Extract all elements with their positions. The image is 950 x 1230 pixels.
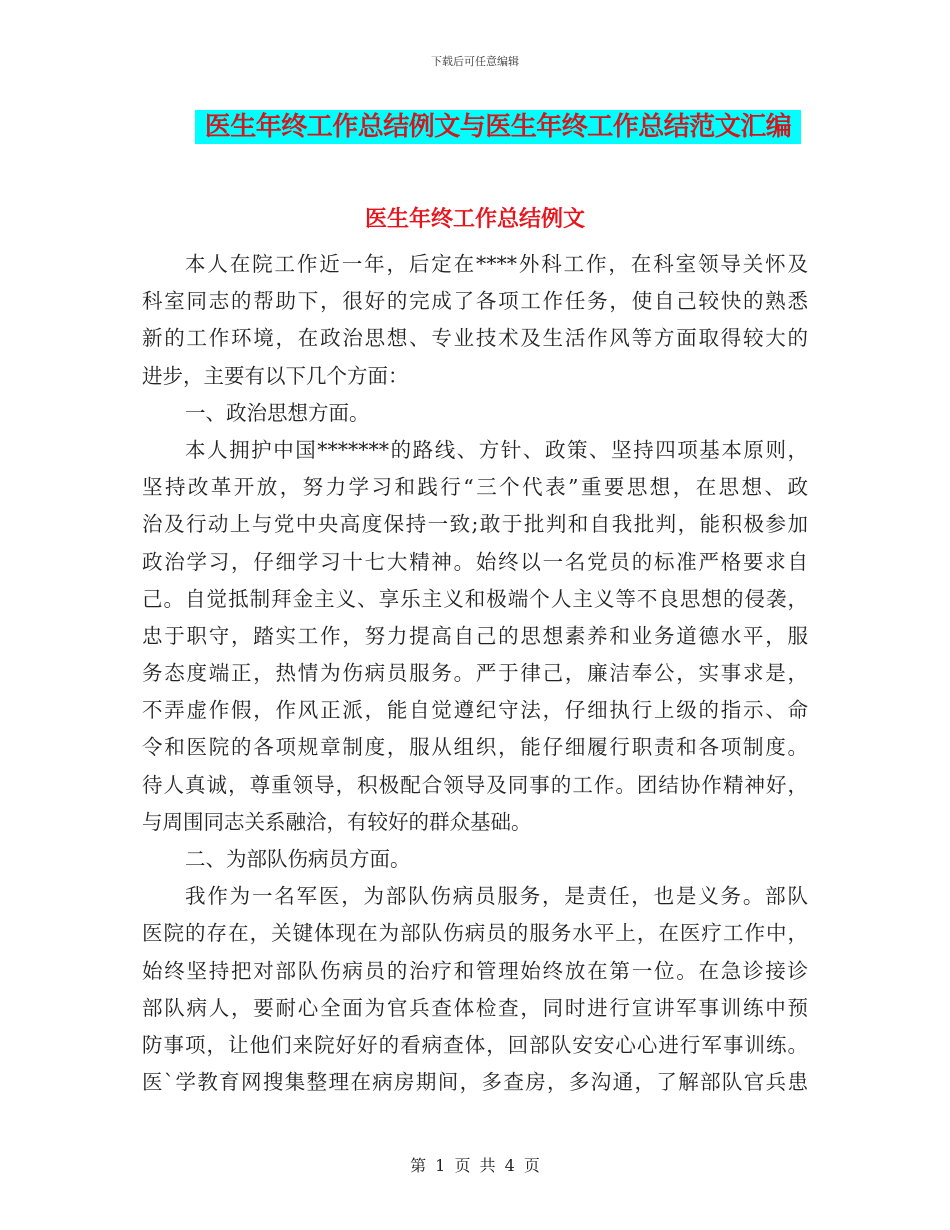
text-line: 二、为部队伤病员方面。 [185,847,411,871]
text-line: 部队病人，要耐心全面为官兵查体检查，同时进行宣讲军事训练中预 [142,995,808,1020]
header-note: 下载后可任意编辑 [431,55,519,68]
page-number: 第 1 页 共 4 页 [410,1156,540,1175]
section-title: 医生年终工作总结例文 [364,206,585,232]
text-line: 不弄虚作假，作风正派，能自觉遵纪守法，仔细执行上级的指示、命 [142,698,808,723]
text-line: 与周围同志关系融洽，有较好的群众基础。 [142,809,532,834]
text-line: 治及行动上与党中央高度保持一致;敢于批判和自我批判，能积极参加 [142,512,808,537]
document-body [142,246,808,1101]
text-line: 己。自觉抵制拜金主义、享乐主义和极端个人主义等不良思想的侵袭， [142,586,808,611]
text-line: 新的工作环境，在政治思想、专业技术及生活作风等方面取得较大的 [142,326,808,351]
text-line: 一、政治思想方面。 [185,400,370,425]
text-line: 忠于职守，踏实工作，努力提高自己的思想素养和业务道德水平，服 [142,623,808,648]
text-line: 待人真诚，尊重领导，积极配合领导及同事的工作。团结协作精神好， [142,772,808,797]
text-line: 进步，主要有以下几个方面： [142,363,409,388]
text-line: 政治学习，仔细学习十七大精神。始终以一名党员的标准严格要求自 [142,549,808,574]
text-line: 医`学教育网搜集整理在病房期间，多查房，多沟通，了解部队官兵患 [142,1070,808,1095]
document-title: 医生年终工作总结例文与医生年终工作总结范文汇编 [195,110,801,144]
text-line: 我作为一名军医，为部队伤病员服务，是责任，也是义务。部队 [185,884,808,909]
text-line: 防事项，让他们来院好好的看病查体，回部队安安心心进行军事训练。 [142,1032,808,1057]
text-line: 令和医院的各项规章制度，服从组织，能仔细履行职责和各项制度。 [142,735,808,760]
text-line: 医院的存在，关键体现在为部队伤病员的服务水平上，在医疗工作中， [142,921,808,946]
text-line: 务态度端正，热情为伤病员服务。严于律己，廉洁奉公，实事求是， [142,661,808,686]
text-line: 坚持改革开放，努力学习和践行“三个代表”重要思想，在思想、政 [142,475,808,500]
text-line: 本人在院工作近一年，后定在****外科工作，在科室领导关怀及 [185,252,808,276]
text-line: 科室同志的帮助下，很好的完成了各项工作任务，使自己较快的熟悉 [142,289,808,314]
text-line: 始终坚持把对部队伤病员的治疗和管理始终放在第一位。在急诊接诊 [142,958,808,983]
text-line: 本人拥护中国*******的路线、方针、政策、坚持四项基本原则， [185,437,808,462]
